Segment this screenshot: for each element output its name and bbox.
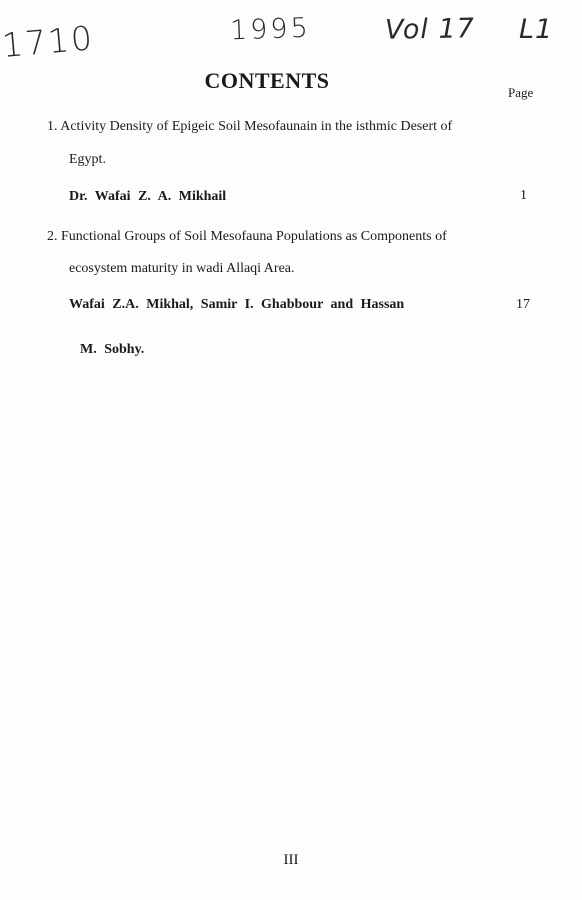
page-column-header: Page xyxy=(508,85,534,100)
entry-1-title-line-1: 1. Activity Density of Epigeic Soil Mesofaunain in the isthmic Desert of xyxy=(47,119,453,134)
entry-1-page-number: 1 xyxy=(520,188,527,203)
page-title: CONTENTS xyxy=(204,68,330,93)
entry-1-authors: Dr. Wafai Z. A. Mikhail xyxy=(69,189,227,204)
entry-2-title-line-1: 2. Functional Groups of Soil Mesofauna Populations as Components of xyxy=(47,229,447,244)
entry-2-authors-line-1: Wafai Z.A. Mikhal, Samir I. Ghabbour and Hassan xyxy=(69,297,405,312)
entry-2-authors-line-2: M. Sobhy. xyxy=(80,342,145,357)
handwritten-issue: L1 xyxy=(519,14,554,45)
entry-2-page-number: 17 xyxy=(516,297,530,312)
footer-page-number: III xyxy=(283,852,299,868)
entry-2-title-line-2: ecosystem maturity in wadi Allaqi Area. xyxy=(69,261,295,276)
handwritten-code: 1710 xyxy=(0,18,96,65)
handwritten-volume: Vol 17 xyxy=(384,13,476,46)
handwritten-year: 1995 xyxy=(229,12,312,47)
entry-1-title-line-2: Egypt. xyxy=(69,152,106,167)
